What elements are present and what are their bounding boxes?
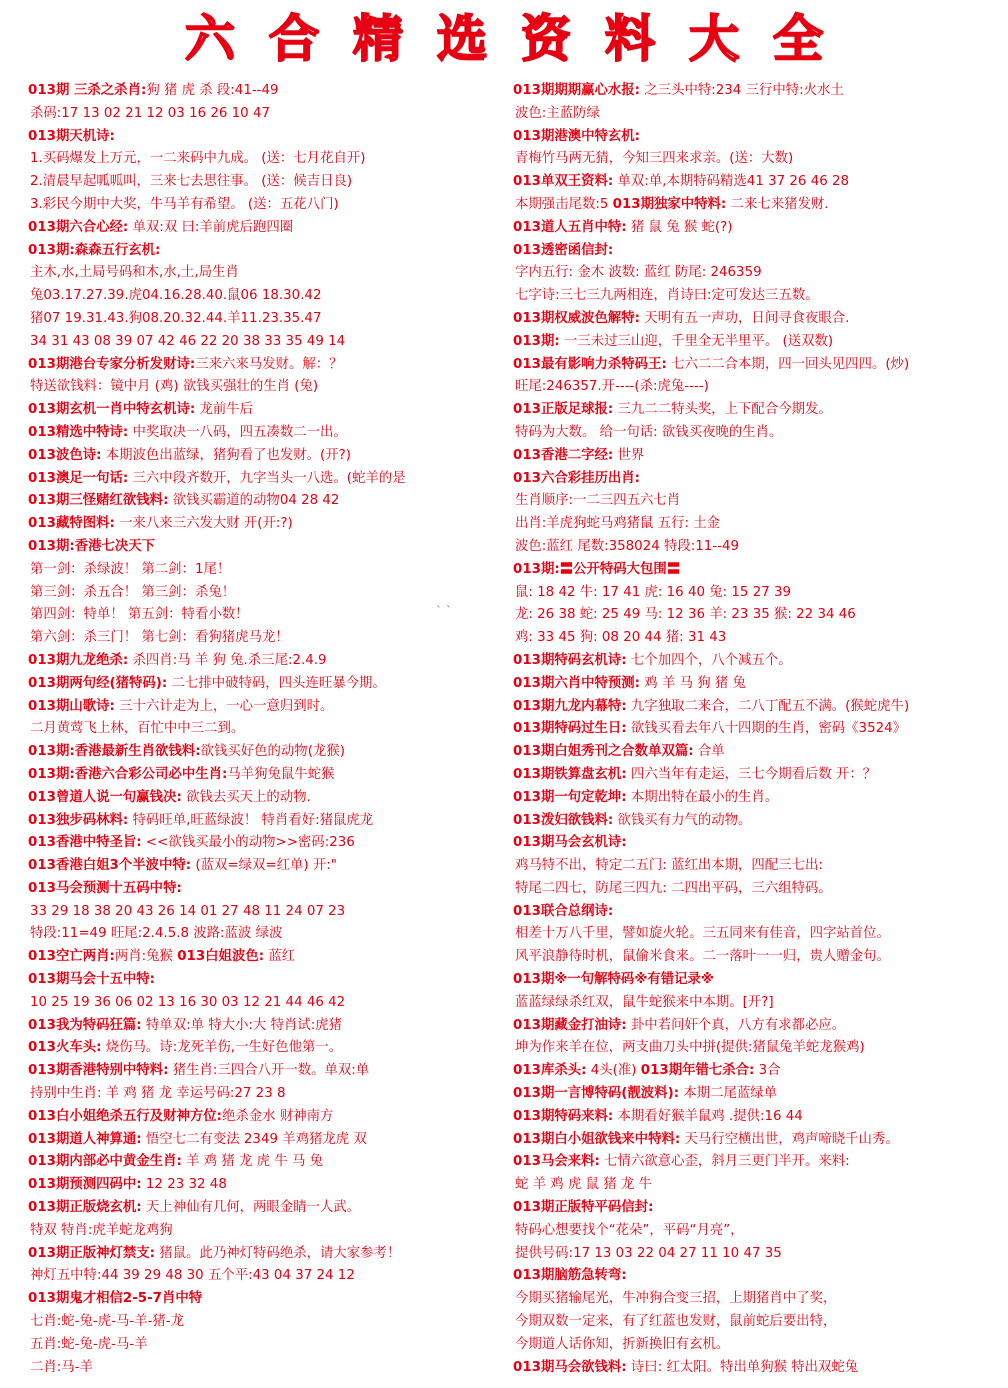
text-line bbox=[28, 490, 496, 513]
text-line bbox=[28, 650, 496, 673]
text-line bbox=[28, 103, 496, 126]
text-line bbox=[513, 923, 1005, 946]
right-column bbox=[513, 80, 1005, 1379]
line-heading: 013期道人神算通: bbox=[28, 1131, 142, 1147]
line-body: 持别中生肖: 羊 鸡 猪 龙 幸运号码:27 23 8 bbox=[30, 1086, 286, 1102]
line-heading: 013期期期赢心水报: bbox=[513, 83, 641, 98]
line-heading: 013期六肖中特预测: bbox=[513, 675, 641, 691]
line-body: 鼠: 18 42 牛: 17 41 虎: 16 40 兔: 15 27 39 bbox=[515, 584, 792, 600]
text-line bbox=[513, 1243, 1005, 1266]
line-body: 狗 猪 虎 杀 段:41--49 bbox=[146, 83, 279, 98]
line-body: 马羊狗兔鼠牛蛇猴 bbox=[227, 766, 335, 782]
line-body: 欲钱买霸道的动物04 28 42 bbox=[168, 493, 340, 509]
text-line bbox=[28, 627, 496, 650]
line-heading: 013道人五肖中特: bbox=[513, 219, 627, 235]
text-line bbox=[28, 468, 496, 491]
text-line bbox=[513, 468, 1005, 491]
line-body: (蓝双=绿双=红单) 开:" bbox=[191, 858, 337, 874]
line-body: 本期强击尾数:5 bbox=[515, 196, 613, 212]
text-line bbox=[28, 513, 496, 536]
text-line bbox=[513, 901, 1005, 924]
line-body: 特双 特肖:虎羊蛇龙鸡狗 bbox=[30, 1222, 173, 1238]
text-line bbox=[28, 1015, 496, 1038]
line-body: 七情六欲意心歪，斜月三更门半开。来料: bbox=[599, 1154, 850, 1170]
text-line bbox=[28, 878, 496, 901]
line-body: 三六中段齐数开，九字当头一八选。(蛇羊的是 bbox=[128, 470, 406, 486]
line-heading: 013期港台专家分析发财诗: bbox=[28, 356, 196, 372]
left-column bbox=[28, 80, 496, 1379]
line-body: 提供号码:17 13 03 22 04 27 11 10 47 35 bbox=[515, 1245, 782, 1261]
text-line bbox=[28, 923, 496, 946]
line-body: 神灯五中特:44 39 29 48 30 五个平:43 04 37 24 12 bbox=[30, 1268, 355, 1284]
line-body: 天马行空横出世，鸡声啼晓千山秀。 bbox=[680, 1131, 899, 1147]
text-line bbox=[513, 262, 1005, 285]
line-heading: 013期鬼才相信2-5-7肖中特 bbox=[28, 1291, 203, 1307]
line-heading: 013期一句定乾坤: bbox=[513, 789, 627, 805]
line-body: 特单双:单 特大小:大 特肖试:虎猪 bbox=[141, 1017, 343, 1033]
text-line bbox=[513, 627, 1005, 650]
line-body: 特码心想要找个“花朵”，平码“月亮”， bbox=[515, 1222, 744, 1238]
line-body: 本期二尾蓝绿单 bbox=[679, 1086, 778, 1102]
line-body: 2.清晨早起呱呱叫，三来七去思往事。 (送：候吉日良) bbox=[30, 174, 353, 190]
line-heading: 013正版足球报: bbox=[513, 402, 614, 418]
line-heading: 013期:〓公开特码大包围〓 bbox=[513, 561, 681, 577]
line-heading: 013白姐波色: bbox=[177, 949, 265, 965]
text-line bbox=[28, 1288, 496, 1311]
line-body: 龙前牛后 bbox=[195, 402, 254, 418]
text-line bbox=[28, 1129, 496, 1152]
line-body: 第六剑：杀三门！ 第七剑：看狗猪虎马龙！ bbox=[30, 630, 289, 646]
line-body: 七字诗:三七三九两相连，肖诗曰:定可发达三五数。 bbox=[515, 288, 819, 304]
text-line bbox=[28, 696, 496, 719]
line-heading: 013期:香港七决天下 bbox=[28, 538, 156, 554]
title-char: 精 bbox=[353, 10, 403, 68]
page-title bbox=[0, 8, 1008, 70]
text-line bbox=[513, 878, 1005, 901]
text-line bbox=[513, 1083, 1005, 1106]
line-body: 二来七来猪发财. bbox=[726, 196, 829, 212]
line-body: 两肖:兔猴 bbox=[114, 949, 178, 965]
line-heading: 013期天机诗: bbox=[28, 128, 115, 144]
line-body: 一三未过三山迎，千里全无半里平。 (送双数) bbox=[559, 333, 834, 349]
text-line bbox=[513, 810, 1005, 833]
line-heading: 013期藏金打油诗: bbox=[513, 1017, 627, 1033]
text-line bbox=[28, 901, 496, 924]
line-body: 猪生肖:三四合八开一数。单双:单 bbox=[168, 1063, 370, 1079]
line-body: 七个加四个，八个减五个。 bbox=[626, 652, 792, 668]
text-line bbox=[28, 946, 496, 969]
line-body: 鸡 羊 马 狗 猪 兔 bbox=[640, 675, 746, 691]
text-line bbox=[513, 331, 1005, 354]
line-heading: 013期正版烧玄机: bbox=[28, 1200, 142, 1216]
line-heading: 013期正版特平码信封: bbox=[513, 1200, 654, 1216]
line-heading: 013期九龙绝杀: bbox=[28, 652, 129, 668]
text-line bbox=[513, 422, 1005, 445]
text-line bbox=[28, 445, 496, 468]
line-body: 三来六来马发财。解：？ bbox=[195, 356, 343, 372]
line-body: 主木,水,土局号码和木,水,土,局生肖 bbox=[30, 265, 239, 281]
line-heading: 013香港白姐3个半波中特: bbox=[28, 858, 192, 874]
line-body: 蛇 羊 鸡 虎 鼠 猪 龙 牛 bbox=[515, 1177, 652, 1193]
text-line bbox=[28, 1060, 496, 1083]
line-body: 蓝蓝绿绿杀红双，鼠牛蛇猴来中本期。[开?] bbox=[515, 994, 774, 1010]
text-line bbox=[513, 1037, 1005, 1060]
text-line bbox=[513, 217, 1005, 240]
text-line bbox=[513, 1015, 1005, 1038]
line-body: 羊 鸡 猪 龙 虎 牛 马 兔 bbox=[181, 1154, 324, 1170]
text-line bbox=[28, 422, 496, 445]
line-body: 猪07 19.31.43.狗08.20.32.44.羊11.23.35.47 bbox=[30, 310, 322, 326]
line-body: 4头(准) bbox=[586, 1063, 641, 1079]
text-line bbox=[28, 787, 496, 810]
line-body: 第四剑：特单！ 第五剑：特看小数！ bbox=[30, 607, 249, 623]
line-body: 波色:主蓝防绿 bbox=[515, 105, 600, 121]
text-line bbox=[28, 171, 496, 194]
line-heading: 013期独家中特料: bbox=[612, 196, 727, 212]
text-line bbox=[513, 1220, 1005, 1243]
text-line bbox=[28, 354, 496, 377]
line-body: 相差十万八千里，譬如旋火轮。三五同来有佳音，四字站首位。 bbox=[515, 926, 890, 942]
line-body: 青梅竹马两无猜，今知三四来求亲。(送：大数) bbox=[515, 151, 794, 167]
line-body: 合单 bbox=[693, 744, 725, 760]
line-body: 3.彩民今期中大奖，牛马羊有希望。 (送：五花八门) bbox=[30, 196, 339, 212]
text-line bbox=[28, 376, 496, 399]
title-char: 全 bbox=[773, 10, 823, 68]
text-line bbox=[28, 1151, 496, 1174]
line-body: 龙: 26 38 蛇: 25 49 马: 12 36 羊: 23 35 猴: 22 34 46 bbox=[515, 607, 856, 623]
title-char: 六 bbox=[185, 10, 235, 68]
line-heading: 013香港中特圣旨: bbox=[28, 835, 142, 851]
line-body: 单双:单,本期特码精选41 37 26 46 28 bbox=[613, 174, 850, 190]
line-heading: 013期:森森五行玄机: bbox=[28, 242, 161, 258]
text-line bbox=[28, 992, 496, 1015]
text-line bbox=[513, 696, 1005, 719]
text-line bbox=[28, 764, 496, 787]
line-body: 二肖:马-羊 bbox=[30, 1359, 93, 1375]
line-heading: 013期玄机一肖中特玄机诗: bbox=[28, 402, 196, 418]
line-body: 坤为作来羊在位，两支曲刀头中拼(提供:猪鼠兔羊蛇龙猴鸡) bbox=[515, 1040, 865, 1056]
line-body: 九字独取二来合，二八丁配五不满。(猴蛇虎牛) bbox=[626, 698, 910, 714]
text-line bbox=[28, 148, 496, 171]
line-body: 兔03.17.27.39.虎04.16.28.40.鼠06 18.30.42 bbox=[30, 288, 322, 304]
line-heading: 013期:香港最新生肖欲钱料: bbox=[28, 744, 201, 760]
line-body: 欲钱去买天上的动物. bbox=[181, 789, 311, 805]
text-line bbox=[28, 399, 496, 422]
text-line bbox=[513, 240, 1005, 263]
line-heading: 013期九龙内幕特: bbox=[513, 698, 627, 714]
line-body: 字内五行: 金木 波数: 蓝红 防尾: 246359 bbox=[515, 265, 762, 281]
line-body: 五肖:蛇-兔-虎-马-羊 bbox=[30, 1336, 148, 1352]
text-line bbox=[513, 148, 1005, 171]
line-heading: 013波色诗: bbox=[28, 447, 102, 463]
line-heading: 013期: bbox=[513, 333, 560, 349]
text-line bbox=[28, 1243, 496, 1266]
line-heading: 013透密函信封: bbox=[513, 242, 614, 258]
text-line bbox=[513, 718, 1005, 741]
text-line bbox=[28, 604, 496, 627]
text-line bbox=[28, 1265, 496, 1288]
text-line bbox=[28, 331, 496, 354]
text-line bbox=[513, 80, 1005, 103]
text-line bbox=[28, 240, 496, 263]
line-body: 七六二二合本期，四一回头见四四。(炒) bbox=[666, 356, 910, 372]
line-heading: 013最有影响力杀特码王: bbox=[513, 356, 667, 372]
line-heading: 013期两句经(猪特码): bbox=[28, 675, 168, 691]
line-heading: 013藏特图料: bbox=[28, 516, 115, 532]
line-heading: 013期特码玄机诗: bbox=[513, 652, 627, 668]
text-line bbox=[513, 1311, 1005, 1334]
line-heading: 013期香港特别中特料: bbox=[28, 1063, 169, 1079]
text-line bbox=[513, 832, 1005, 855]
line-heading: 013马会来料: bbox=[513, 1154, 600, 1170]
line-heading: 013火车头: bbox=[28, 1040, 102, 1056]
line-body: 二月黄莺飞上林，百忙中中三二到。 bbox=[30, 721, 245, 737]
line-body: 一来八来三六发大财 开(开:?) bbox=[114, 516, 293, 532]
text-line bbox=[28, 810, 496, 833]
line-body: 欲钱买看去年八十四期的生肖，密码《3524》 bbox=[626, 721, 907, 737]
text-line bbox=[513, 1197, 1005, 1220]
text-line bbox=[28, 126, 496, 149]
text-line bbox=[513, 126, 1005, 149]
line-heading: 013期马会十五中特: bbox=[28, 972, 156, 988]
line-heading: 013期六合心经: bbox=[28, 219, 129, 235]
text-line bbox=[28, 285, 496, 308]
text-line bbox=[28, 1334, 496, 1357]
line-heading: 013白小姐绝杀五行及财神方位: bbox=[28, 1108, 222, 1124]
line-body: 特码旺单,旺蓝绿波！ 特肖看好:猪鼠虎龙 bbox=[128, 812, 374, 828]
line-heading: 013空亡两肖: bbox=[28, 949, 115, 965]
text-line bbox=[28, 1106, 496, 1129]
line-heading: 013期山歌诗: bbox=[28, 698, 115, 714]
line-body: 鸡马特不出，特定二五门: 蓝红出本期，四配三七出: bbox=[515, 858, 823, 874]
text-line bbox=[513, 308, 1005, 331]
title-char: 料 bbox=[605, 10, 655, 68]
text-line bbox=[513, 582, 1005, 605]
text-line bbox=[513, 604, 1005, 627]
line-body: 今期买猪输尾光，牛冲狗合变三招，上期猪肖中了奖， bbox=[515, 1291, 837, 1307]
line-heading: 013期港澳中特玄机: bbox=[513, 128, 641, 144]
line-body: 之三头中特:234 三行中特:火水土 bbox=[640, 83, 844, 98]
line-body: 10 25 19 36 06 02 13 16 30 03 12 21 44 46 42 bbox=[30, 994, 346, 1010]
line-heading: 013期一言博特码(靓波料): bbox=[513, 1086, 680, 1102]
line-heading: 013库杀头: bbox=[513, 1063, 587, 1079]
text-line bbox=[28, 1357, 496, 1380]
text-line bbox=[513, 1334, 1005, 1357]
line-body: 34 31 43 08 39 07 42 46 22 20 38 33 35 49 14 bbox=[30, 333, 346, 349]
line-body: 第三剑：杀五合！ 第三剑：杀兔！ bbox=[30, 584, 236, 600]
text-line bbox=[513, 1151, 1005, 1174]
line-body: 世界 bbox=[613, 447, 645, 463]
text-line bbox=[513, 764, 1005, 787]
line-heading: 013香港二字经: bbox=[513, 447, 614, 463]
title-char: 资 bbox=[521, 10, 571, 68]
text-line bbox=[28, 832, 496, 855]
line-body: 三十六计走为上，一心一意归到时。 bbox=[114, 698, 334, 714]
line-heading: 013六合彩挂历出肖: bbox=[513, 470, 641, 486]
text-line bbox=[28, 1197, 496, 1220]
text-line bbox=[513, 1174, 1005, 1197]
text-line bbox=[28, 80, 496, 103]
line-heading: 013单双王资料: bbox=[513, 174, 614, 190]
line-heading: 013期年错七杀合: bbox=[640, 1063, 755, 1079]
line-body: 四六当年有走运，三七今期看后数 开：？ bbox=[626, 766, 877, 782]
text-line bbox=[28, 1083, 496, 1106]
line-body: 蓝红 bbox=[264, 949, 296, 965]
line-body: 猪 鼠 兔 猴 蛇(?) bbox=[626, 219, 733, 235]
text-line bbox=[28, 1174, 496, 1197]
line-heading: 013期正版神灯禁支: bbox=[28, 1245, 156, 1261]
line-body: 诗曰: 红太阳。特出单狗猴 特出双蛇兔 bbox=[626, 1359, 859, 1375]
line-body: 特尾二四七，防尾三四九: 二四出平码，三六组特码。 bbox=[515, 880, 832, 896]
text-line bbox=[513, 490, 1005, 513]
line-body: 波色:蓝红 尾数:358024 特段:11--49 bbox=[515, 538, 740, 554]
line-body: 特送欲钱料：镜中月 (鸡) 欲钱买强壮的生肖 (兔) bbox=[30, 379, 319, 395]
line-body: 本期出特在最小的生肖。 bbox=[626, 789, 779, 805]
text-line bbox=[513, 855, 1005, 878]
text-line bbox=[513, 650, 1005, 673]
text-line bbox=[513, 673, 1005, 696]
text-line bbox=[28, 741, 496, 764]
line-heading: 013我为特码狂篇: bbox=[28, 1017, 142, 1033]
line-body: 3合 bbox=[754, 1063, 781, 1079]
line-body: <<欲钱买最小的动物>>密码:236 bbox=[141, 835, 355, 851]
line-body: 天明有五一声功，日间寻食夜眼合. bbox=[640, 310, 850, 326]
line-heading: 013曾道人说一句赢钱决: bbox=[28, 789, 182, 805]
text-line bbox=[513, 285, 1005, 308]
line-body: 第一剑：杀绿波！ 第二剑：1尾！ bbox=[30, 561, 231, 577]
line-body: 中奖取决一八码，四五凑数二一出。 bbox=[128, 424, 347, 440]
line-heading: 013期三怪赌红欲钱料: bbox=[28, 493, 169, 509]
line-body: 本期看好猴羊鼠鸡 .提供:16 44 bbox=[613, 1108, 803, 1124]
line-body: 猪鼠。此乃神灯特码绝杀，请大家参考！ bbox=[155, 1245, 401, 1261]
line-body: 三九二二特头奖，上下配合今期发。 bbox=[613, 402, 832, 418]
line-body: 烧伤马。诗:龙死羊伤,一生好色他第一。 bbox=[101, 1040, 343, 1056]
line-heading: 013期铁算盘玄机: bbox=[513, 766, 627, 782]
line-body: 出肖:羊虎狗蛇马鸡猪鼠 五行: 土金 bbox=[515, 516, 721, 532]
line-body: 33 29 18 38 20 43 26 14 01 27 48 11 24 07 23 bbox=[30, 903, 346, 919]
text-line bbox=[28, 718, 496, 741]
line-body: 天上神仙有几何，两眼金睛一人武。 bbox=[141, 1200, 361, 1216]
text-line bbox=[513, 445, 1005, 468]
stray-marks: ` ` bbox=[436, 604, 452, 618]
title-char: 选 bbox=[437, 10, 487, 68]
line-heading: 013澳足一句话: bbox=[28, 470, 129, 486]
line-body: 旺尾:246357.开----(杀:虎兔----) bbox=[515, 379, 709, 395]
line-body: 今期道人话你知，折新换旧有玄机。 bbox=[515, 1336, 730, 1352]
text-line bbox=[28, 308, 496, 331]
text-line bbox=[513, 559, 1005, 582]
title-char: 大 bbox=[689, 10, 739, 68]
text-line bbox=[513, 103, 1005, 126]
line-heading: 013期白姐秀刊之合数单双篇: bbox=[513, 744, 694, 760]
line-heading: 013精选中特诗: bbox=[28, 424, 129, 440]
line-heading: 013期内部必中黄金生肖: bbox=[28, 1154, 182, 1170]
text-line bbox=[513, 536, 1005, 559]
text-line bbox=[28, 262, 496, 285]
line-heading: 013期 三杀之杀肖: bbox=[28, 83, 147, 98]
text-line bbox=[513, 1060, 1005, 1083]
text-line bbox=[513, 787, 1005, 810]
line-body: 1.买码爆发上万元，一二来码中九成。 (送：七月花自开) bbox=[30, 151, 366, 167]
line-body: 七肖:蛇-兔-虎-马-羊-猪-龙 bbox=[30, 1314, 185, 1330]
line-heading: 013期预测四码中: bbox=[28, 1177, 142, 1193]
text-line bbox=[513, 969, 1005, 992]
text-line bbox=[513, 354, 1005, 377]
text-line bbox=[28, 536, 496, 559]
line-body: 欲钱买好色的动物(龙猴) bbox=[200, 744, 345, 760]
text-line bbox=[513, 1288, 1005, 1311]
line-body: 本期波色出蓝绿，猪狗看了也发财。(开?) bbox=[101, 447, 351, 463]
line-body: 杀码:17 13 02 21 12 03 16 26 10 47 bbox=[30, 105, 270, 121]
line-heading: 013期权威波色解特: bbox=[513, 310, 641, 326]
text-line bbox=[513, 1357, 1005, 1380]
line-body: 杀四肖:马 羊 狗 兔.杀三尾:2.4.9 bbox=[128, 652, 327, 668]
title-char: 合 bbox=[269, 10, 319, 68]
text-line bbox=[513, 376, 1005, 399]
line-body: 风平浪静待时机，鼠偷米食来。二一落叶一一归，贵人赠金句。 bbox=[515, 949, 890, 965]
line-heading: 013期※一句解特码※有错记录※ bbox=[513, 972, 714, 988]
line-heading: 013联合总纲诗: bbox=[513, 903, 614, 919]
text-line bbox=[513, 1129, 1005, 1152]
line-heading: 013期特码过生日: bbox=[513, 721, 627, 737]
text-line bbox=[513, 992, 1005, 1015]
text-line bbox=[28, 194, 496, 217]
text-line bbox=[513, 194, 1005, 217]
line-heading: 013泼妇欲钱料: bbox=[513, 812, 614, 828]
line-body: 今期双数一定来，有了红蓝也发财，鼠前蛇后要出特， bbox=[515, 1314, 837, 1330]
text-line bbox=[28, 217, 496, 240]
line-body: 欲钱买有力气的动物。 bbox=[613, 812, 752, 828]
line-heading: 013期特码来料: bbox=[513, 1108, 614, 1124]
text-line bbox=[28, 1220, 496, 1243]
line-body: 12 23 32 48 bbox=[141, 1177, 227, 1193]
text-line bbox=[28, 1037, 496, 1060]
line-heading: 013期白小姐欲钱来中特料: bbox=[513, 1131, 681, 1147]
line-body: 悟空七二有变法 2349 羊鸡猪龙虎 双 bbox=[141, 1131, 367, 1147]
text-line bbox=[513, 1265, 1005, 1288]
text-line bbox=[513, 513, 1005, 536]
line-heading: 013独步码林料: bbox=[28, 812, 129, 828]
line-body: 特码为大数。 给一句话: 欲钱买夜晚的生肖。 bbox=[515, 424, 783, 440]
text-line bbox=[28, 559, 496, 582]
text-line bbox=[513, 946, 1005, 969]
line-heading: 013期马会欲钱料: bbox=[513, 1359, 627, 1375]
line-heading: 013期:香港六合彩公司必中生肖: bbox=[28, 766, 228, 782]
text-line bbox=[513, 399, 1005, 422]
line-body: 鸡: 33 45 狗: 08 20 44 猪: 31 43 bbox=[515, 630, 727, 646]
text-line bbox=[28, 582, 496, 605]
text-line bbox=[28, 673, 496, 696]
line-body: 生肖顺序:一二三四五六七肖 bbox=[515, 493, 681, 509]
text-line bbox=[28, 1311, 496, 1334]
line-body: 单双:双 曰:羊前虎后跑四圈 bbox=[128, 219, 294, 235]
line-heading: 013期马会玄机诗: bbox=[513, 835, 627, 851]
line-body: 二七排中破特码，四头连旺暴今期。 bbox=[167, 675, 386, 691]
text-line bbox=[513, 171, 1005, 194]
text-line bbox=[513, 741, 1005, 764]
line-heading: 013马会预测十五码中特: bbox=[28, 880, 182, 896]
line-heading: 013期脑筋急转弯: bbox=[513, 1268, 627, 1284]
line-body: 卦中若问奸个真，八方有求都必应。 bbox=[626, 1017, 846, 1033]
line-body: 特段:11=49 旺尾:2.4.5.8 波路:蓝波 绿波 bbox=[30, 926, 283, 942]
line-body: 绝杀金水 财神南方 bbox=[222, 1108, 334, 1124]
text-line bbox=[28, 969, 496, 992]
text-line bbox=[28, 855, 496, 878]
text-line bbox=[513, 1106, 1005, 1129]
